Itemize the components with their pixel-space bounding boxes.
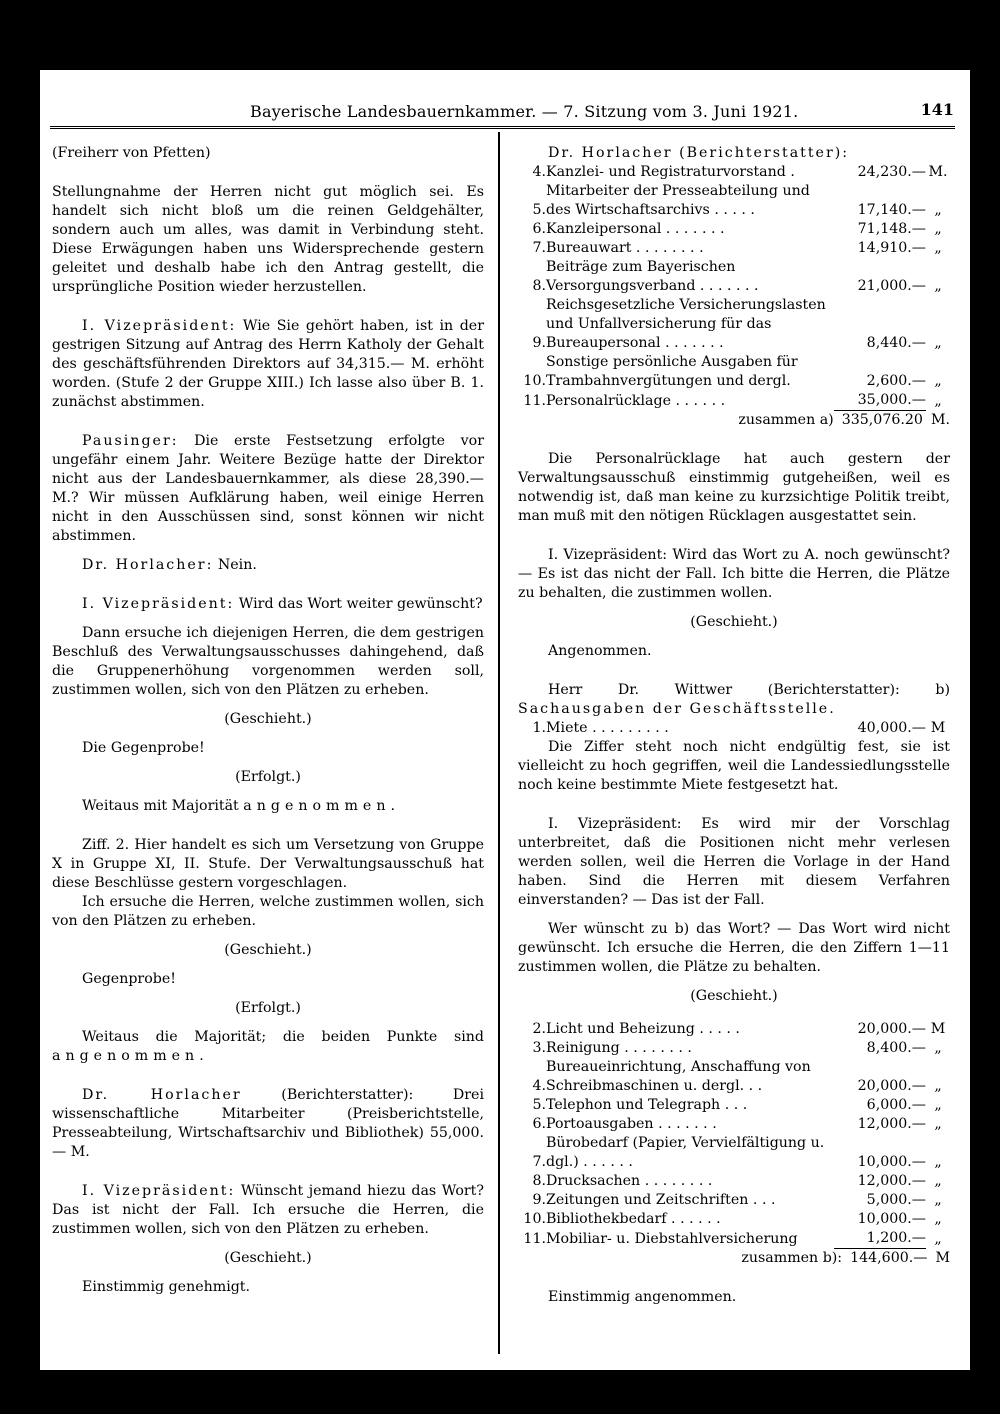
paragraph-text: Wie Sie gehört haben, ist in der gestrigen Sitzung auf Antrag des Herrn Katholy der Gehalt des geschäftsführenden Direktors auf 34,315.— M. erhöht worden. (Stufe 2 der Gruppe XIII.) Ich lasse also über B. 1. zunächst abstimmen. (52, 318, 484, 410)
stage-direction: (Geschieht.) (224, 1250, 312, 1266)
page-number: 141 (920, 100, 954, 119)
budget-row (518, 182, 950, 220)
item-text: Miete . . . . . . . . . (546, 720, 669, 736)
currency: „ (934, 392, 942, 409)
total-b-row (518, 1249, 950, 1268)
paragraph (52, 797, 484, 816)
currency: „ (934, 335, 942, 351)
currency: „ (934, 373, 942, 389)
currency: „ (934, 202, 942, 218)
item-amount: 2,600.— (866, 373, 926, 389)
item-number: 5. (532, 1097, 546, 1113)
currency: „ (934, 1154, 942, 1170)
running-title: Bayerische Landesbauernkammer. — 7. Sitzung vom 3. Juni 1921. (250, 102, 799, 121)
stage-direction: (Geschieht.) (224, 711, 312, 727)
paragraph (52, 595, 484, 614)
paragraph: Stellungnahme der Herren nicht gut möglich sei. Es handelt sich nicht bloß um die reinen Geldgehälter, sondern auch um alles, was damit in Verbindung steht. Diese Erwägungen haben uns Widersprechende gestern geleitet und deshalb habe ich den Antrag gestellt, die ursprüngliche Position wieder herzustellen. (52, 184, 484, 295)
item-amount: 8,400.— (866, 1040, 926, 1056)
paragraph (518, 546, 950, 603)
miete-row (518, 719, 950, 738)
currency: „ (934, 1192, 942, 1208)
item-number: 7. (532, 240, 546, 256)
item-amount: 10,000.— (857, 1211, 926, 1227)
item-number: 11. (523, 392, 546, 409)
speaker-name: I. Vizepräsident: (82, 596, 235, 612)
section-heading: Sachausgaben der Geschäftsstelle. (518, 701, 836, 717)
item-amount: 12,000.— (857, 1173, 926, 1189)
speaker-name: Pausinger: (82, 433, 179, 449)
item-number: 10. (523, 1211, 546, 1227)
paragraph: Die Ziffer steht noch nicht endgültig fest, sie ist vielleicht zu hoch gegriffen, weil die Landessiedlungsstelle noch keine bestimmte Miete festgesetzt hat. (518, 739, 950, 793)
page-header (40, 98, 960, 124)
item-text: Bibliothekbedarf . . . . . . (546, 1211, 721, 1227)
item-amount: 1,200.— (834, 1229, 926, 1249)
budget-row (518, 353, 950, 391)
speaker-name: I. Vizepräsident: (548, 547, 668, 563)
paragraph: Angenommen. (548, 643, 652, 659)
paragraph-text: Es wird mir der Vorschlag unterbreitet, daß die Positionen nicht mehr verlesen werden sollen, weil die Herren die Vorlage in der Hand haben. Sind die Herren mit diesem Verfahren einverstanden? — Das ist der Fall. (518, 816, 950, 908)
paragraph (52, 432, 484, 546)
item-text: Portoausgaben . . . . . . . (546, 1116, 717, 1132)
paragraph: Einstimmig angenommen. (548, 1289, 737, 1305)
item-number: 10. (523, 373, 546, 389)
item-number: 6. (532, 221, 546, 237)
item-amount: 12,000.— (857, 1116, 926, 1132)
item-text: Mobiliar- u. Diebstahlversicherung (546, 1230, 798, 1247)
stage-direction: (Erfolgt.) (235, 769, 301, 785)
item-amount: 71,148.— (857, 221, 926, 237)
paragraph (518, 681, 950, 719)
document-page (40, 70, 970, 1370)
paragraph-text: Weitaus mit Majorität (82, 798, 244, 814)
speaker-name: I. Vizepräsident: (82, 318, 237, 334)
item-text: Bureauwart . . . . . . . . (546, 240, 704, 256)
total-amount: 144,600.— (850, 1250, 928, 1266)
paragraph-text: Nein. (213, 557, 257, 573)
speaker-name: Dr. Horlacher: (82, 557, 214, 573)
result-text: angenommen. (243, 798, 400, 814)
right-column (518, 144, 950, 1307)
item-text: Bureaueinrichtung, Anschaffung von Schreibmaschinen u. dergl. . . (546, 1059, 811, 1094)
currency: „ (934, 1211, 942, 1227)
currency: „ (934, 1116, 942, 1132)
stage-direction: (Geschieht.) (690, 988, 778, 1004)
total-label: zusammen a) (738, 412, 834, 428)
budget-row (518, 1229, 950, 1249)
paragraph-text: Weitaus die Majorität; die beiden Punkte sind (82, 1029, 484, 1045)
budget-row (518, 1210, 950, 1229)
currency: „ (934, 240, 942, 256)
item-text: Licht und Beheizung . . . . . (546, 1021, 740, 1037)
item-number: 8. (532, 278, 546, 294)
item-number: 5. (532, 202, 546, 218)
item-text: Telephon und Telegraph . . . (546, 1097, 748, 1113)
stage-direction: (Erfolgt.) (235, 1000, 301, 1016)
currency: M. (928, 164, 948, 180)
currency: M (935, 1250, 950, 1266)
budget-row (518, 296, 950, 353)
item-text: Reichsgesetzliche Versicherungslasten und Unfallversicherung für das Bureaupersonal . . . . . . . (546, 297, 826, 351)
budget-row (518, 163, 950, 182)
paragraph (52, 556, 484, 575)
item-number: 9. (532, 1192, 546, 1208)
stage-direction: (Geschieht.) (224, 942, 312, 958)
currency: M (930, 1021, 946, 1037)
item-number: 3. (532, 1040, 546, 1056)
item-amount: 35,000.— (834, 391, 926, 411)
speaker-name: Herr Dr. Wittwer (548, 682, 733, 698)
currency: „ (934, 1097, 942, 1113)
item-text: Reinigung . . . . . . . . (546, 1040, 692, 1056)
paragraph: Die Gegenprobe! (82, 740, 205, 756)
currency: „ (934, 221, 942, 237)
left-column (52, 144, 484, 1297)
currency: „ (934, 1078, 942, 1094)
item-number: 7. (532, 1154, 546, 1170)
currency: „ (934, 278, 942, 294)
budget-row (518, 1058, 950, 1096)
paragraph-text: Wird das Wort zu A. noch gewünscht? — Es ist das nicht der Fall. Ich bitte die Herren, die Plätze zu behalten, die zustimmen wollen. (518, 547, 950, 601)
stage-direction: (Geschieht.) (690, 614, 778, 630)
item-number: 8. (532, 1173, 546, 1189)
paragraph (52, 1182, 484, 1239)
currency: „ (934, 1230, 942, 1247)
item-number: 11. (523, 1230, 546, 1247)
currency: M (930, 720, 946, 736)
item-number: 9. (532, 335, 546, 351)
paragraph-text: (Berichterstatter): b) (732, 682, 950, 698)
item-amount: 21,000.— (857, 278, 926, 294)
item-text: Beiträge zum Bayerischen Versorgungsverband . . . . . . . (546, 259, 759, 294)
item-amount: 17,140.— (857, 202, 926, 218)
item-text: Bürobedarf (Papier, Vervielfältigung u. dgl.) . . . . . . (546, 1135, 825, 1170)
item-text: Zeitungen und Zeitschriften . . . (546, 1192, 776, 1208)
paragraph: Gegenprobe! (82, 971, 176, 987)
total-label: zusammen b): (741, 1250, 843, 1266)
item-text: Kanzleipersonal . . . . . . . (546, 221, 725, 237)
budget-table-b (518, 1020, 950, 1249)
paragraph (52, 1086, 484, 1162)
speaker-heading (518, 144, 950, 163)
budget-row (518, 391, 950, 411)
item-text: Sonstige persönliche Ausgaben für Trambahnvergütungen und dergl. (546, 354, 798, 389)
header-rule (50, 126, 955, 129)
item-amount: 14,910.— (857, 240, 926, 256)
budget-row (518, 1191, 950, 1210)
paragraph: Ziff. 2. Hier handelt es sich um Versetzung von Gruppe X in Gruppe XI, II. Stufe. Der Verwaltungsausschuß hat diese Beschlüsse gestern vorgeschlagen. (52, 837, 484, 891)
paragraph-text: (Berichterstatter): Drei wissenschaftliche Mitarbeiter (Preisberichtstelle, Presseabteilung, Wirtschaftsarchiv und Bibliothek) 55,000.— M. (52, 1087, 484, 1160)
paragraph: Einstimmig genehmigt. (82, 1279, 251, 1295)
speaker-name: I. Vizepräsident: (82, 1183, 236, 1199)
total-a-row (518, 411, 950, 430)
budget-row (518, 1115, 950, 1134)
budget-row (518, 1172, 950, 1191)
item-number: 2. (532, 1021, 546, 1037)
item-amount: 24,230.— (857, 164, 926, 180)
item-number: 4. (532, 1078, 546, 1094)
paragraph: Dann ersuche ich diejenigen Herren, die dem gestrigen Beschluß des Verwaltungsausschusses dahingehend, daß die Gruppenerhöhung vorgenommen werden soll, zustimmen wollen, sich von den Plätzen zu erheben. (52, 625, 484, 698)
currency: „ (934, 1040, 942, 1056)
item-text: Drucksachen . . . . . . . . (546, 1173, 713, 1189)
budget-row (518, 1039, 950, 1058)
budget-table-a (518, 163, 950, 411)
item-amount: 5,000.— (866, 1192, 926, 1208)
speaker-name: Dr. Horlacher (Berichterstatter): (548, 145, 850, 161)
budget-row (518, 258, 950, 296)
paragraph (52, 1028, 484, 1066)
item-amount: 20,000.— (857, 1078, 926, 1094)
paragraph: Ich ersuche die Herren, welche zustimmen wollen, sich von den Plätzen zu erheben. (52, 894, 484, 929)
item-amount: 40,000.— (857, 720, 926, 736)
item-amount: 6,000.— (866, 1097, 926, 1113)
paragraph-text: Wird das Wort weiter gewünscht? (234, 596, 483, 612)
paragraph-text: Wünscht jemand hiezu das Wort? Das ist nicht der Fall. Ich ersuche die Herren, die zustimmen wollen, sich von den Plätzen zu erheben. (52, 1183, 484, 1237)
item-amount: 8,440.— (866, 335, 926, 351)
paragraph: Wer wünscht zu b) das Wort? — Das Wort wird nicht gewünscht. Ich ersuche die Herren, die den Ziffern 1—11 zustimmen wollen, die Plätze zu behalten. (518, 921, 950, 975)
budget-row (518, 220, 950, 239)
budget-row (518, 1020, 950, 1039)
result-text: angenommen. (52, 1048, 209, 1064)
paragraph: Die Personalrücklage hat auch gestern der Verwaltungsausschuß einstimmig gutgeheißen, weil es notwendig ist, daß man keine zu kurzsichtige Politik treibt, man muß mit den nötigen Rücklagen ausgestattet sein. (518, 451, 950, 524)
item-amount: 20,000.— (857, 1021, 926, 1037)
paragraph-text: Die erste Festsetzung erfolgte vor ungefähr einem Jahr. Weitere Bezüge hatte der Direktor nicht aus der Landesbauernkammer, als diese 28,390.— M.? Wir müssen Aufklärung haben, weil einige Herren nicht in den Ausschüssen sind, sonst können wir nicht abstimmen. (52, 433, 484, 544)
column-divider (498, 132, 500, 1354)
item-text: Kanzlei- und Registraturvorstand . (546, 164, 795, 180)
item-text: Mitarbeiter der Presseabteilung und des Wirtschaftsarchivs . . . . . (546, 183, 810, 218)
currency: M. (930, 412, 950, 428)
speaker-name: I. Vizepräsident: (548, 816, 682, 832)
paragraph (52, 317, 484, 412)
budget-row (518, 1096, 950, 1115)
speaker-name: Dr. Horlacher (82, 1087, 242, 1103)
currency: „ (934, 1173, 942, 1189)
item-text: Personalrücklage . . . . . . (546, 392, 726, 409)
speaker-continuation: (Freiherr von Pfetten) (52, 145, 211, 161)
total-amount: 335,076.20 (841, 412, 923, 428)
item-number: 6. (532, 1116, 546, 1132)
paragraph (518, 815, 950, 910)
budget-row (518, 1134, 950, 1172)
budget-row (518, 239, 950, 258)
item-number: 4. (532, 164, 546, 180)
item-number: 1. (532, 720, 546, 736)
item-amount: 10,000.— (857, 1154, 926, 1170)
